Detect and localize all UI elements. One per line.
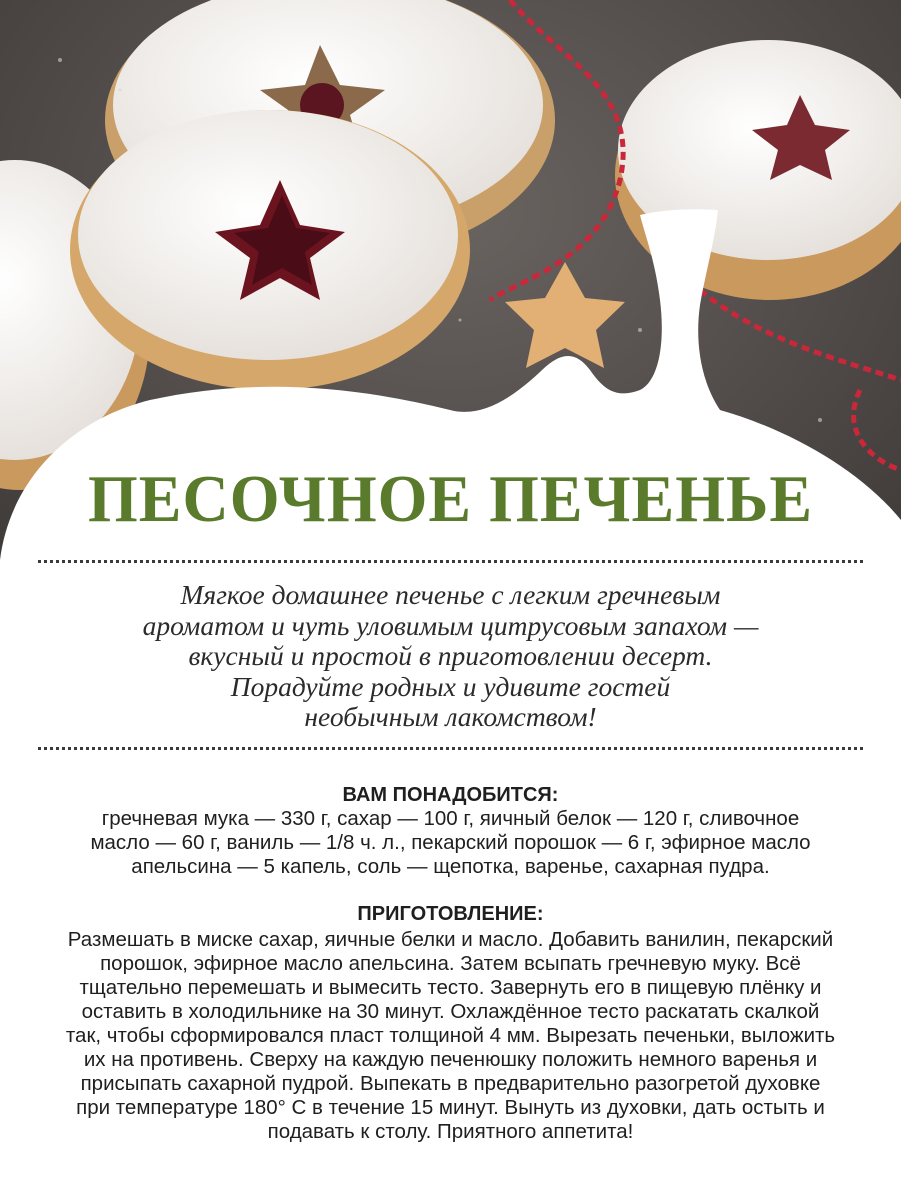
intro-line: вкусный и простой в приготовлении десерт. [188,640,713,671]
preparation-heading: ПРИГОТОВЛЕНИЕ: [357,903,544,925]
preparation-line: тщательно перемешать и вымесить тесто. Завернуть его в пищевую плёнку и [79,976,822,999]
ingredients-line: апельсина — 5 капель, соль — щепотка, варенье, сахарная пудра. [131,855,770,878]
preparation-line: подавать к столу. Приятного аппетита! [267,1120,634,1143]
preparation-line: так, чтобы сформировался пласт толщиной 4 мм. Вырезать печеньки, выложить [65,1024,836,1047]
preparation-line: Размешать в миске сахар, яичные белки и масло. Добавить ванилин, пекарский [67,928,834,951]
ingredients-text [48,807,853,879]
preparation-line: присыпать сахарной пудрой. Выпекать в предварительно разогретой духовке [80,1072,821,1095]
preparation-text [28,928,873,1144]
preparation-line: их на противень. Сверху на каждую печенюшку положить немного варенья и [83,1048,818,1071]
ingredients-line: масло — 60 г, ваниль — 1/8 ч. л., пекарский порошок — 6 г, эфирное масло [90,831,811,854]
dotted-divider-bottom [38,747,863,750]
recipe-title: ПЕСОЧНОЕ ПЕЧЕНЬЕ [88,461,813,536]
preparation-line: порошок, эфирное масло апельсина. Затем всыпать гречневую муку. Всё [100,952,801,975]
intro-line: ароматом и чуть уловимым цитрусовым запахом — [142,609,759,641]
dotted-divider-top [38,560,863,563]
preparation-line: оставить в холодильнике на 30 минут. Охлаждённое тесто раскатать скалкой [81,1000,820,1023]
intro-line: Порадуйте родных и удивите гостей [230,670,671,702]
intro-line: необычным лакомством! [304,701,597,732]
preparation-line: при температуре 180° С в течение 15 минут. Вынуть из духовки, дать остыть и [76,1096,825,1119]
recipe-intro [40,580,861,733]
ingredients-line: гречневая мука — 330 г, сахар — 100 г, яичный белок — 120 г, сливочное [101,807,800,830]
ingredients-heading: ВАМ ПОНАДОБИТСЯ: [342,784,559,806]
intro-line: Мягкое домашнее печенье с легким гречневым [180,579,721,610]
